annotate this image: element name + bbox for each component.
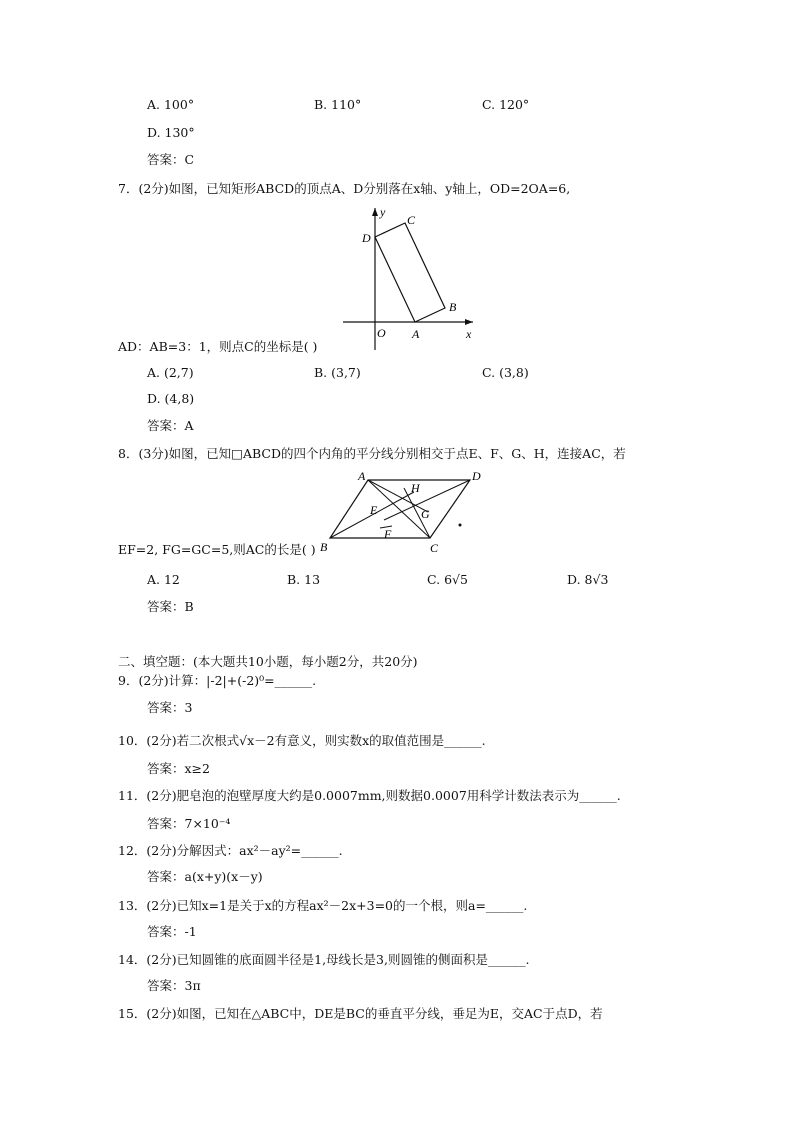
q15-stem: 15．(2分)如图，已知在△ABC中，DE是BC的垂直平分线，垂足为E，交AC于点D，若 xyxy=(118,1006,603,1021)
q8-label-d: D xyxy=(472,469,481,483)
q12-answer: 答案：a(x+y)(x－y) xyxy=(147,869,263,884)
q7-option-a: A. (2,7) xyxy=(147,365,194,380)
q10-answer: 答案：x≥2 xyxy=(147,761,210,776)
q8-stem: 8．(3分)如图，已知□ABCD的四个内角的平分线分别相交于点E、F、G、H，连接AC，若 xyxy=(118,446,626,461)
q6-answer: 答案：C xyxy=(147,152,195,167)
q8-option-b: B. 13 xyxy=(287,572,321,587)
q8-label-e: E xyxy=(370,503,378,517)
q6-option-c: C. 120° xyxy=(482,97,530,112)
q8-stem-cont: EF=2, FG=GC=5,则AC的长是( ) xyxy=(118,542,316,557)
q6-option-a: A. 100° xyxy=(147,97,195,112)
q8-label-f: F xyxy=(384,527,392,541)
q8-label-b: B xyxy=(320,540,328,554)
q7-label-y: y xyxy=(380,205,386,219)
q9-stem: 9．(2分)计算：|-2|+(-2)⁰=______. xyxy=(118,673,317,688)
q7-label-x: x xyxy=(466,327,472,341)
q7-label-d: D xyxy=(362,231,371,245)
q8-figure xyxy=(318,468,488,556)
q7-label-b: B xyxy=(449,300,457,314)
q13-answer: 答案：-1 xyxy=(147,924,197,939)
q11-stem: 11．(2分)肥皂泡的泡壁厚度大约是0.0007mm,则数据0.0007用科学计数法表示为______. xyxy=(118,788,621,803)
q14-stem: 14．(2分)已知圆锥的底面圆半径是1,母线长是3,则圆锥的侧面积是______. xyxy=(118,952,530,967)
q8-label-a: A xyxy=(358,469,366,483)
q11-answer: 答案：7×10⁻⁴ xyxy=(147,816,231,831)
q9-answer: 答案：3 xyxy=(147,700,193,715)
q13-stem: 13．(2分)已知x=1是关于x的方程ax²－2x+3=0的一个根，则a=______. xyxy=(118,898,528,913)
q7-stem-cont: AD：AB=3：1，则点C的坐标是( ) xyxy=(118,339,318,354)
q7-stem: 7．(2分)如图，已知矩形ABCD的顶点A、D分别落在x轴、y轴上，OD=2OA=6, xyxy=(118,181,571,196)
q8-label-c: C xyxy=(430,541,439,555)
q7-label-c: C xyxy=(407,213,416,227)
q8-label-g: G xyxy=(421,507,430,521)
q14-answer: 答案：3π xyxy=(147,978,201,993)
q7-answer: 答案：A xyxy=(147,418,194,433)
q6-option-b: B. 110° xyxy=(314,97,362,112)
q8-option-c: C. 6√5 xyxy=(427,572,468,587)
q7-label-a: A xyxy=(412,327,420,341)
q8-option-a: A. 12 xyxy=(147,572,180,587)
q7-label-o: O xyxy=(377,326,386,340)
q12-stem: 12．(2分)分解因式：ax²－ay²=______. xyxy=(118,843,343,858)
q8-option-d: D. 8√3 xyxy=(567,572,609,587)
q8-label-h: H xyxy=(411,481,420,495)
q8-answer: 答案：B xyxy=(147,599,194,614)
q6-option-d: D. 130° xyxy=(147,125,195,140)
q7-option-b: B. (3,7) xyxy=(314,365,361,380)
q7-option-d: D. (4,8) xyxy=(147,391,195,406)
section-heading: 二、填空题：(本大题共10小题，每小题2分，共20分) xyxy=(118,654,418,669)
q7-option-c: C. (3,8) xyxy=(482,365,529,380)
q10-stem: 10．(2分)若二次根式√x－2有意义，则实数x的取值范围是______. xyxy=(118,733,486,748)
q7-figure xyxy=(335,200,485,355)
